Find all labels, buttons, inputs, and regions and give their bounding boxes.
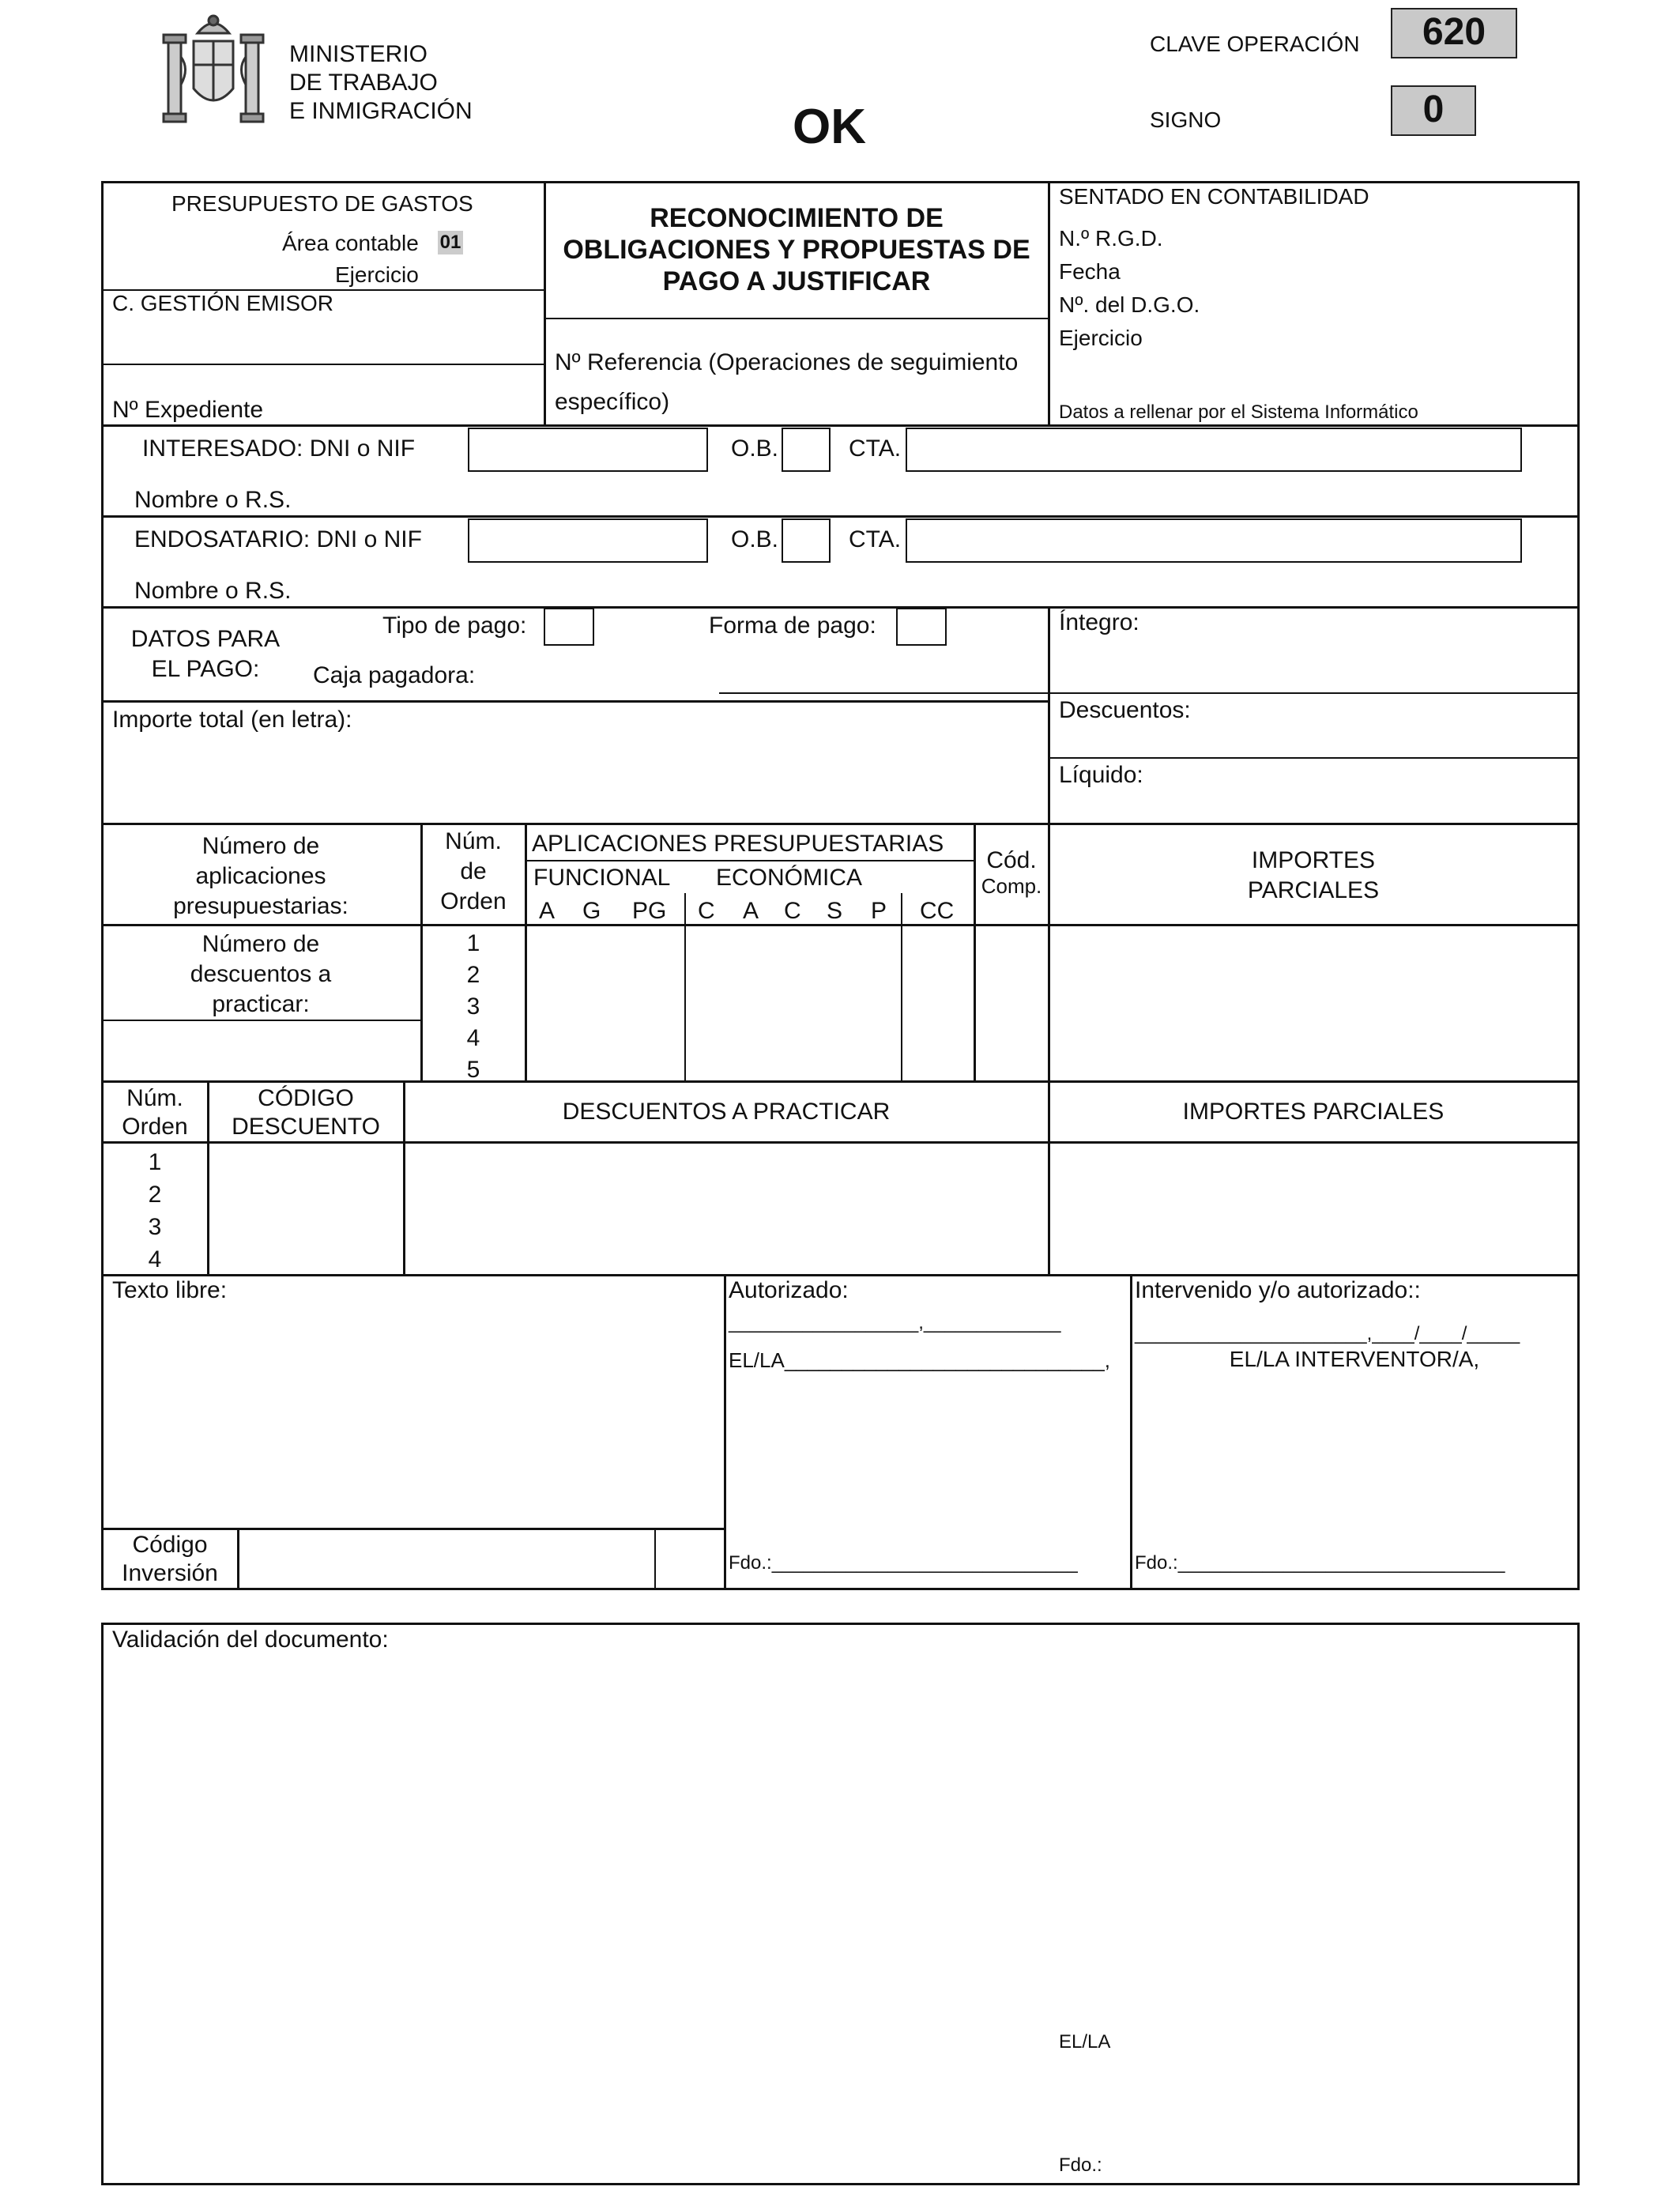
endosatario-cta-field[interactable] bbox=[906, 518, 1522, 563]
sub-a: A bbox=[539, 898, 556, 924]
validacion-label: Validación del documento: bbox=[112, 1627, 389, 1653]
interventor-label: EL/LA INTERVENTOR/A, bbox=[1229, 1347, 1480, 1371]
desc-importes-header: IMPORTES PARCIALES bbox=[1182, 1099, 1445, 1125]
rgd-label: N.º R.G.D. bbox=[1059, 226, 1163, 251]
ejercicio-right-label: Ejercicio bbox=[1059, 326, 1143, 350]
codigo-descuento-label: CÓDIGO DESCUENTO bbox=[232, 1085, 380, 1140]
aplicaciones-header: APLICACIONES PRESUPUESTARIAS bbox=[532, 831, 944, 857]
signo-value: 0 bbox=[1391, 85, 1476, 136]
fdo-autorizado-line[interactable]: Fdo.:_____________________________ bbox=[729, 1552, 1078, 1574]
list-item: 1 bbox=[148, 1149, 162, 1175]
economica-label: ECONÓMICA bbox=[716, 865, 863, 891]
codigo-inversion-field[interactable] bbox=[239, 1530, 654, 1587]
interesado-cta-label: CTA. bbox=[849, 435, 902, 462]
list-item: 2 bbox=[466, 962, 480, 988]
forma-pago-field[interactable] bbox=[896, 608, 947, 646]
caja-pagadora-line[interactable] bbox=[719, 692, 1048, 694]
datos-sistema-label: Datos a rellenar por el Sistema Informático bbox=[1059, 401, 1418, 423]
interesado-ob-label: O.B. bbox=[731, 435, 779, 462]
coat-of-arms-icon bbox=[154, 9, 273, 128]
referencia-label-1: Nº Referencia (Operaciones de seguimiento bbox=[555, 349, 1019, 375]
area-contable-value: 01 bbox=[438, 231, 463, 254]
interesado-ob-field[interactable] bbox=[782, 428, 831, 472]
ministry-line-2: DE TRABAJO bbox=[289, 70, 438, 96]
clave-value: 620 bbox=[1391, 8, 1517, 58]
tipo-pago-field[interactable] bbox=[544, 608, 594, 646]
list-item: 3 bbox=[466, 993, 480, 1020]
validacion-fdo: Fdo.: bbox=[1059, 2154, 1102, 2176]
num-descuentos-label: Número de descuentos a practicar: bbox=[190, 931, 332, 1017]
clave-label: CLAVE OPERACIÓN bbox=[1150, 32, 1360, 56]
aplicaciones-row-numbers bbox=[422, 928, 525, 1086]
codigo-inversion-label: Código Inversión bbox=[122, 1532, 218, 1586]
list-item: 3 bbox=[148, 1214, 162, 1240]
list-item: 4 bbox=[466, 1025, 480, 1051]
sub-pg: PG bbox=[632, 898, 667, 924]
sub-s: S bbox=[827, 898, 843, 924]
intervenido-line[interactable]: ______________________,____/____/_____ bbox=[1135, 1323, 1520, 1344]
list-item: 4 bbox=[148, 1246, 162, 1272]
frame-right bbox=[1577, 181, 1580, 1588]
ejercicio-label: Ejercicio bbox=[335, 262, 419, 287]
endosatario-cta-label: CTA. bbox=[849, 526, 902, 552]
caja-pagadora-label: Caja pagadora: bbox=[313, 662, 476, 688]
sub-a2: A bbox=[743, 898, 759, 924]
importes-parciales-label: IMPORTES PARCIALES bbox=[1247, 847, 1380, 903]
endosatario-ob-field[interactable] bbox=[782, 518, 831, 563]
sub-c2: C bbox=[784, 898, 801, 924]
descuentos-label: Descuentos: bbox=[1059, 697, 1191, 723]
signo-label: SIGNO bbox=[1150, 107, 1222, 132]
validacion-ella: EL/LA bbox=[1059, 2031, 1111, 2053]
interesado-cta-field[interactable] bbox=[906, 428, 1522, 472]
list-item: 5 bbox=[466, 1057, 480, 1083]
area-contable-label: Área contable bbox=[282, 231, 419, 255]
cod-comp-label: Cód. Comp. bbox=[981, 847, 1042, 898]
descuentos-header: DESCUENTOS A PRACTICAR bbox=[562, 1099, 891, 1125]
expediente-label: Nº Expediente bbox=[112, 397, 264, 423]
datos-pago-label: DATOS PARA EL PAGO: bbox=[130, 626, 281, 682]
sub-cc: CC bbox=[920, 898, 955, 924]
frame-top bbox=[101, 181, 1580, 183]
intervenido-label: Intervenido y/o autorizado:: bbox=[1135, 1277, 1421, 1303]
forma-pago-label: Forma de pago: bbox=[709, 613, 876, 639]
dgo-label: Nº. del D.G.O. bbox=[1059, 292, 1200, 317]
interesado-nif-field[interactable] bbox=[468, 428, 708, 472]
liquido-label: Líquido: bbox=[1059, 762, 1143, 788]
sentado-label: SENTADO EN CONTABILIDAD bbox=[1059, 184, 1369, 209]
referencia-label-2: específico) bbox=[555, 389, 670, 415]
texto-libre-label: Texto libre: bbox=[112, 1277, 228, 1303]
ministry-line-3: E INMIGRACIÓN bbox=[289, 98, 473, 124]
sub-g: G bbox=[582, 898, 601, 924]
endosatario-label: ENDOSATARIO: DNI o NIF bbox=[134, 526, 422, 552]
fdo-intervenido-line[interactable]: Fdo.:_______________________________ bbox=[1135, 1552, 1505, 1574]
list-item: 1 bbox=[466, 930, 480, 956]
tipo-pago-label: Tipo de pago: bbox=[382, 613, 527, 639]
num-orden-label: Núm. de Orden bbox=[440, 828, 507, 914]
status-ok: OK bbox=[793, 100, 866, 154]
interesado-nombre-label: Nombre o R.S. bbox=[134, 487, 292, 513]
desc-num-orden-label: Núm. Orden bbox=[122, 1085, 188, 1140]
endosatario-nif-field[interactable] bbox=[468, 518, 708, 563]
fecha-label: Fecha bbox=[1059, 259, 1121, 284]
autorizado-line[interactable]: __________________,_____________ bbox=[729, 1312, 1061, 1333]
frame-bottom bbox=[101, 1588, 1580, 1590]
validacion-box bbox=[101, 1623, 1580, 2185]
interesado-label: INTERESADO: DNI o NIF bbox=[142, 435, 416, 462]
funcional-label: FUNCIONAL bbox=[533, 865, 671, 891]
autorizado-label: Autorizado: bbox=[729, 1277, 849, 1303]
descuentos-row-numbers bbox=[103, 1146, 207, 1276]
ministry-line-1: MINISTERIO bbox=[289, 41, 428, 67]
sub-c: C bbox=[698, 898, 715, 924]
gestion-emisor-label: C. GESTIÓN EMISOR bbox=[112, 291, 334, 315]
num-aplicaciones-label: Número de aplicaciones presupuestarias: bbox=[173, 833, 348, 919]
endosatario-ob-label: O.B. bbox=[731, 526, 779, 552]
importe-letra-label: Importe total (en letra): bbox=[112, 707, 352, 733]
form-title: RECONOCIMIENTO DE OBLIGACIONES Y PROPUESTAS DE PAGO A JUSTIFICAR bbox=[563, 203, 1030, 296]
endosatario-nombre-label: Nombre o R.S. bbox=[134, 578, 292, 604]
list-item: 2 bbox=[148, 1182, 162, 1208]
sub-p: P bbox=[871, 898, 887, 924]
ella-autorizado-line[interactable]: EL/LA____________________________, bbox=[729, 1348, 1110, 1372]
integro-label: Íntegro: bbox=[1059, 609, 1139, 635]
presupuesto-label: PRESUPUESTO DE GASTOS bbox=[171, 191, 473, 216]
